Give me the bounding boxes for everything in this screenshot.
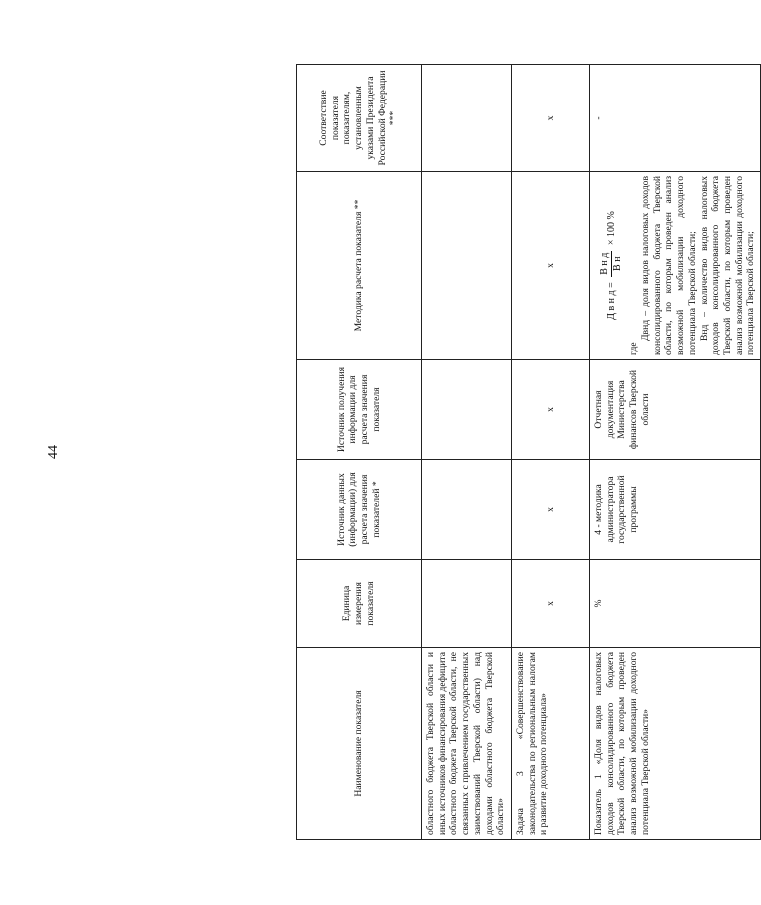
row1-info-source xyxy=(422,360,512,460)
table-header-row xyxy=(297,65,422,840)
formula-numerator: В н д xyxy=(599,251,612,277)
row1-compliance xyxy=(422,65,512,172)
row1-data-source xyxy=(422,460,512,560)
method-formula xyxy=(599,176,624,355)
row3-method xyxy=(590,172,761,360)
row2-method: x xyxy=(512,172,590,360)
method-definition-2: Внд – количество видов налоговых доходов консолидированного бюджета Тверской области, по которым проведен анализ возможной мобилизации доходного потенциала Тверской области; xyxy=(698,176,757,355)
row3-data-source: 4 - методика администратора государственной программы xyxy=(590,460,761,560)
row1-unit xyxy=(422,560,512,648)
header-name: Наименование показателя xyxy=(297,648,422,840)
row2-data-source: x xyxy=(512,460,590,560)
indicator-table xyxy=(296,64,761,840)
table-row xyxy=(590,65,761,840)
row3-compliance: - xyxy=(590,65,761,172)
row3-unit: % xyxy=(590,560,761,648)
row3-info-source: Отчетная документация Министерства финансов Тверской области xyxy=(590,360,761,460)
method-where: где xyxy=(628,342,640,355)
row2-info-source: x xyxy=(512,360,590,460)
formula-denominator: В н xyxy=(612,256,624,271)
row2-name: Задача 3 «Совершенствование законодательства по региональным налогам и развитие доходного потенциала» xyxy=(512,648,590,840)
header-data-source: Источник данных (информации) для расчета значения показателей * xyxy=(297,460,422,560)
header-unit: Единица измерения показателя xyxy=(297,560,422,648)
row2-unit: x xyxy=(512,560,590,648)
formula-left: Д в н д = xyxy=(605,282,617,320)
header-compliance: Соответствие показателя показателям, установленным указами Президента Российской Федерации *** xyxy=(297,65,422,172)
page-number: 44 xyxy=(46,445,61,459)
table-row xyxy=(422,65,512,840)
indicator-table-sheet xyxy=(296,65,757,840)
row1-method xyxy=(422,172,512,360)
row3-name: Показатель 1 «Доля видов налоговых доходов консолидированного бюджета Тверской области, по которым проведен анализ возможной мобилизации доходного потенциала Тверской области» xyxy=(590,648,761,840)
table-row xyxy=(512,65,590,840)
formula-fraction xyxy=(599,251,624,277)
method-definition-1: Двнд – доля видов налоговых доходов консолидированного бюджета Тверской области, по которым проведен анализ возможной мобилизации доходного потенциала Тверской области; xyxy=(640,176,698,355)
row2-compliance: x xyxy=(512,65,590,172)
row1-name: областного бюджета Тверской области и иных источников финансирования дефицита областного бюджета Тверской области, не связанных с привлечением государственных заимствований Тверской области) над доходами областного бюджета Тверской области» xyxy=(422,648,512,840)
header-method: Методика расчета показателя ** xyxy=(297,172,422,360)
formula-right: × 100 % xyxy=(605,211,617,246)
header-info-source: Источник получения информации для расчета значения показателя xyxy=(297,360,422,460)
